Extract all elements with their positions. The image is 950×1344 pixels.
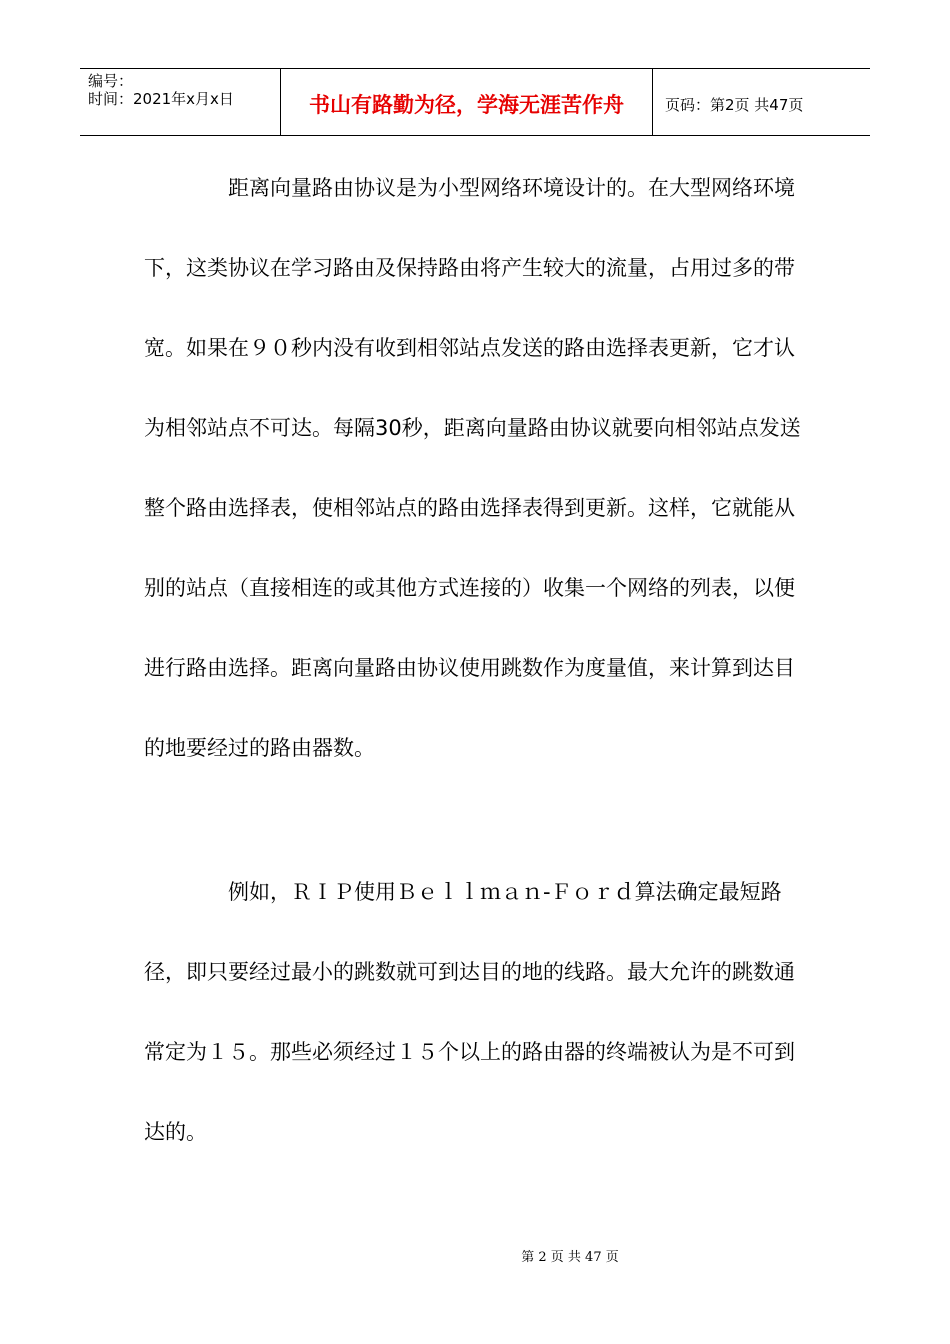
page-footer: 第 2 页 共 47 页 [521, 1250, 619, 1265]
doc-number-label: 编号： [88, 72, 134, 90]
header-motto: 书山有路勤为径，学海无涯苦作舟 [281, 69, 653, 135]
header-page-info: 页码：第2页 共47页 [665, 95, 804, 114]
paragraph-1 [144, 148, 804, 788]
paragraph-2-text: 例如，ＲＩＰ使用Ｂｅｌｌｍａｎ-Ｆｏｒｄ算法确定最短路径，即只要经过最小的跳数就可到达目的地的线路。最大允许的跳数通常定为１５。那些必须经过１５个以上的路由器的终端被认为是不可到达的。 [144, 880, 795, 1144]
paragraph-1-text: 距离向量路由协议是为小型网络环境设计的。在大型网络环境下，这类协议在学习路由及保持路由将产生较大的流量，占用过多的带宽。如果在９０秒内没有收到相邻站点发送的路由选择表更新，它才认为相邻站点不可达。每隔30秒，距离向量路由协议就要向相邻站点发送整个路由选择表，使相邻站点的路由选择表得到更新。这样，它就能从别的站点（直接相连的或其他方式连接的）收集一个网络的列表，以便进行路由选择。距离向量路由协议使用跳数作为度量值，来计算到达目的地要经过的路由器数。 [144, 176, 801, 760]
date-line: 时间：2021年x月x日 [88, 90, 234, 108]
page-header [80, 68, 870, 136]
header-meta-cell [80, 69, 281, 135]
paragraph-2 [144, 852, 804, 1172]
